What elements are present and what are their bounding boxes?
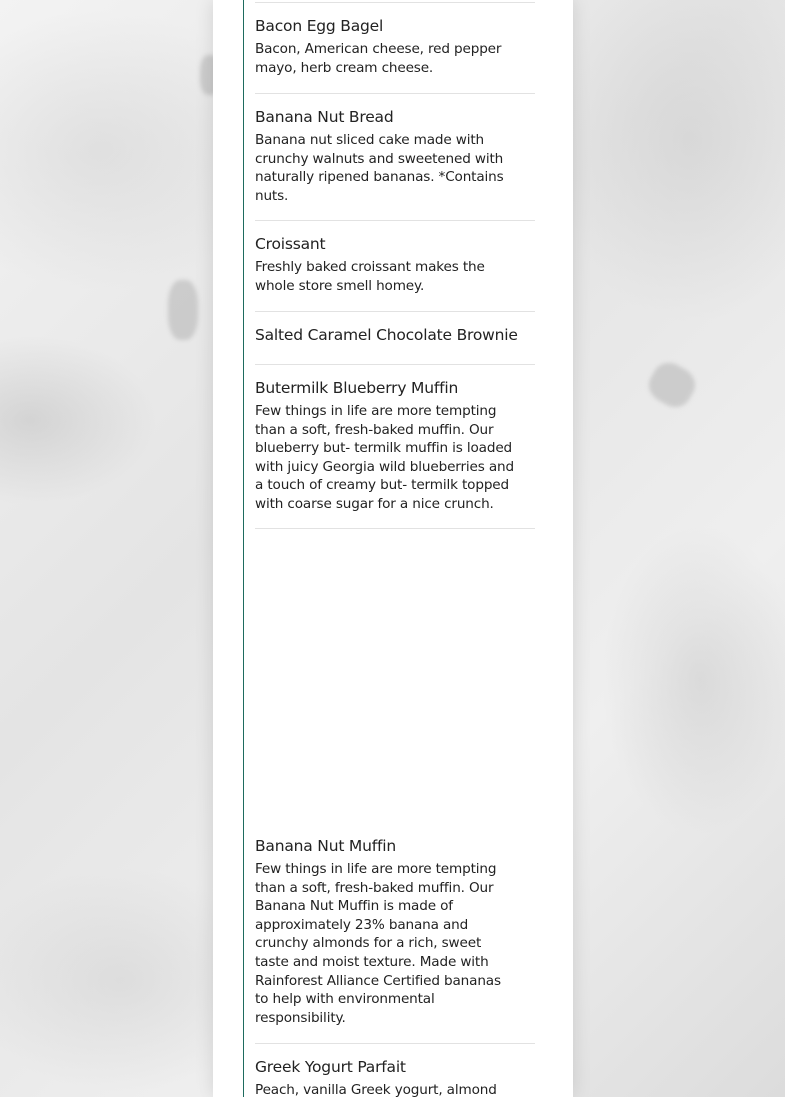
menu-item[interactable] <box>255 324 535 365</box>
menu-item-description: Few things in life are more tempting than a soft, fresh-baked muffin. Our blueberry but- termilk muffin is loaded with juicy Georgia wild blueberries and a touch of creamy but- termilk topped with coarse sugar for a nice crunch. <box>255 403 514 512</box>
menu-item-name: Croissant <box>255 235 326 253</box>
menu-item[interactable] <box>255 233 535 312</box>
menu-item[interactable] <box>255 15 535 94</box>
menu-item[interactable] <box>255 1056 535 1097</box>
menu-card <box>213 0 573 1097</box>
menu-item-name: Bacon Egg Bagel <box>255 17 384 35</box>
background-decoration <box>168 280 198 340</box>
background-decoration <box>643 357 701 414</box>
divider <box>255 2 535 3</box>
menu-item-name: Salted Caramel Chocolate Brownie <box>255 326 518 344</box>
menu-item-name: Banana Nut Bread <box>255 108 394 126</box>
menu-item-name: Banana Nut Muffin <box>255 837 396 855</box>
menu-item-description: Few things in life are more tempting than a soft, fresh-baked muffin. Our Banana Nut Muffin is made of approximately 23% banana and crunchy almonds for a rich, sweet taste and moist texture. Made with Rainforest Alliance Certified bananas to help with environmental responsibility. <box>255 861 501 1026</box>
menu-item-description: Bacon, American cheese, red pepper mayo, herb cream cheese. <box>255 41 502 76</box>
menu-item[interactable] <box>255 106 535 221</box>
menu-item-description: Peach, vanilla Greek yogurt, almond <box>255 1082 497 1097</box>
menu-item-name: Greek Yogurt Parfait <box>255 1058 406 1076</box>
menu-item-description: Freshly baked croissant makes the whole store smell homey. <box>255 259 485 294</box>
menu-item[interactable] <box>255 377 535 529</box>
menu-item-list <box>243 0 534 1097</box>
menu-item[interactable] <box>255 835 535 1044</box>
menu-item-description: Banana nut sliced cake made with crunchy walnuts and sweetened with naturally ripened bananas. *Contains nuts. <box>255 132 504 204</box>
menu-item-name: Butermilk Blueberry Muffin <box>255 379 459 397</box>
